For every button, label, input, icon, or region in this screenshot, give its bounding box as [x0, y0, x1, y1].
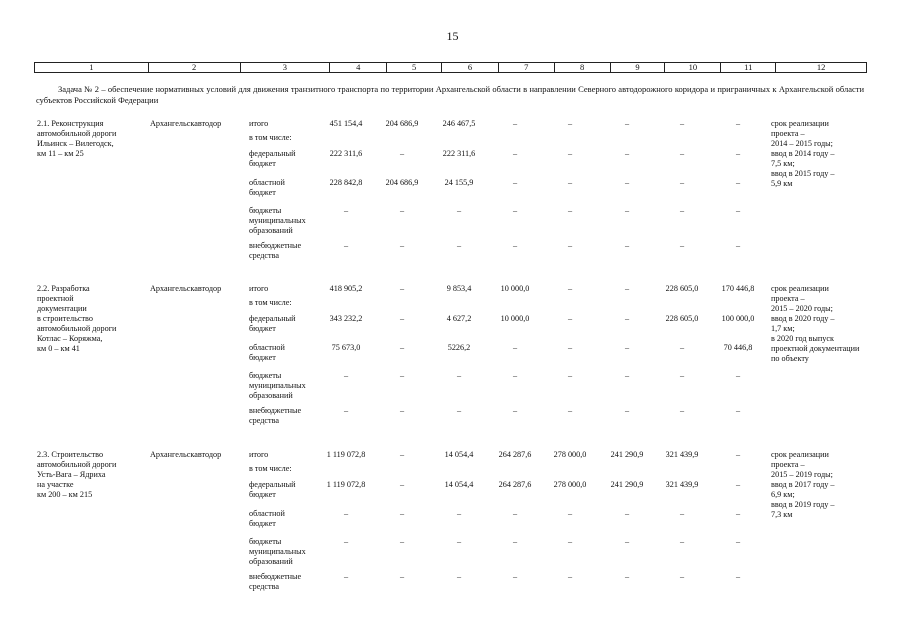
value-cell: –: [735, 206, 741, 215]
value-cell: –: [624, 406, 630, 415]
column-header-4: 4: [330, 63, 387, 72]
value-cell: –: [343, 206, 349, 215]
value-cell: –: [567, 314, 573, 323]
column-header-8: 8: [555, 63, 611, 72]
section-title: 2.3. Строительство автомобильной дороги Усть-Вага – Ядриха на участке км 200 – км 215: [37, 450, 117, 499]
value-cell: –: [735, 241, 741, 250]
value-cell: 246 467,5: [442, 119, 476, 128]
value-cell: –: [399, 509, 405, 518]
value-cell: –: [735, 119, 741, 128]
value-cell: 228 842,8: [329, 178, 363, 187]
value-cell: –: [399, 343, 405, 352]
value-cell: –: [679, 572, 685, 581]
value-cell: –: [399, 206, 405, 215]
value-cell: –: [399, 572, 405, 581]
section-executor: Архангельскавтодор: [150, 450, 222, 459]
value-cell: –: [399, 241, 405, 250]
value-cell: 75 673,0: [331, 343, 361, 352]
value-cell: –: [679, 406, 685, 415]
value-cell: –: [456, 572, 462, 581]
value-cell: 241 290,9: [610, 450, 644, 459]
value-cell: –: [735, 509, 741, 518]
value-cell: –: [567, 537, 573, 546]
value-cell: 222 311,6: [442, 149, 476, 158]
funding-source: итого: [249, 119, 269, 128]
value-cell: –: [567, 206, 573, 215]
value-cell: 14 054,4: [444, 450, 474, 459]
value-cell: –: [399, 314, 405, 323]
value-cell: –: [567, 284, 573, 293]
column-header-6: 6: [442, 63, 499, 72]
column-header-2: 2: [149, 63, 241, 72]
value-cell: –: [679, 371, 685, 380]
value-cell: –: [679, 343, 685, 352]
value-cell: –: [735, 572, 741, 581]
value-cell: 228 605,0: [665, 284, 699, 293]
value-cell: –: [679, 119, 685, 128]
page-number: 15: [446, 29, 459, 43]
value-cell: –: [624, 284, 630, 293]
section-title: 2.2. Разработка проектной документации в строительство автомобильной дороги Котлас – Коряжма, км 0 – км 41: [37, 284, 117, 353]
value-cell: –: [456, 371, 462, 380]
value-cell: 100 000,0: [721, 314, 755, 323]
value-cell: 204 686,9: [385, 178, 419, 187]
value-cell: –: [567, 343, 573, 352]
section-remarks: срок реализации проекта – 2015 – 2020 годы; ввод в 2020 году – 1,7 км; в 2020 год выпуск проектной документации по объекту: [771, 284, 860, 363]
value-cell: –: [567, 371, 573, 380]
value-cell: –: [512, 149, 518, 158]
column-header-7: 7: [499, 63, 555, 72]
value-cell: –: [567, 149, 573, 158]
value-cell: –: [567, 406, 573, 415]
value-cell: 1 119 072,8: [326, 480, 366, 489]
funding-source: в том числе:: [249, 464, 292, 473]
value-cell: –: [679, 206, 685, 215]
value-cell: 241 290,9: [610, 480, 644, 489]
funding-source: областной бюджет: [249, 509, 285, 528]
value-cell: 278 000,0: [553, 450, 587, 459]
value-cell: –: [679, 537, 685, 546]
value-cell: –: [624, 314, 630, 323]
value-cell: 418 905,2: [329, 284, 363, 293]
value-cell: –: [735, 450, 741, 459]
value-cell: 70 446,8: [723, 343, 753, 352]
value-cell: 10 000,0: [500, 284, 530, 293]
value-cell: –: [624, 119, 630, 128]
value-cell: –: [624, 178, 630, 187]
value-cell: –: [343, 509, 349, 518]
value-cell: –: [512, 371, 518, 380]
value-cell: 170 446,8: [721, 284, 755, 293]
value-cell: –: [567, 178, 573, 187]
value-cell: –: [399, 480, 405, 489]
value-cell: –: [624, 343, 630, 352]
value-cell: –: [512, 509, 518, 518]
value-cell: –: [735, 178, 741, 187]
task-description: Задача № 2 – обеспечение нормативных условий для движения транзитного транспорта по территории Архангельской области в направлении Северного автодорожного коридора и приграничных к Архангельской области субъектов Российской Федерации: [36, 84, 864, 105]
value-cell: –: [624, 206, 630, 215]
value-cell: 228 605,0: [665, 314, 699, 323]
funding-source: внебюджетные средства: [249, 406, 302, 425]
value-cell: –: [735, 149, 741, 158]
value-cell: –: [735, 480, 741, 489]
value-cell: –: [624, 371, 630, 380]
column-number-header: [34, 62, 867, 73]
section-title: 2.1. Реконструкция автомобильной дороги Ильинск – Вилегодск, км 11 – км 25: [37, 119, 117, 158]
column-header-12: 12: [816, 62, 826, 72]
value-cell: –: [399, 450, 405, 459]
value-cell: 4 627,2: [446, 314, 472, 323]
value-cell: –: [512, 572, 518, 581]
value-cell: 14 054,4: [444, 480, 474, 489]
section-executor: Архангельскавтодор: [150, 284, 222, 293]
section-executor: Архангельскавтодор: [150, 119, 222, 128]
funding-source: в том числе:: [249, 298, 292, 307]
value-cell: –: [456, 206, 462, 215]
funding-source: областной бюджет: [249, 178, 285, 197]
value-cell: –: [343, 537, 349, 546]
funding-source: федеральный бюджет: [249, 149, 296, 168]
column-header-9: 9: [611, 63, 666, 72]
value-cell: –: [512, 178, 518, 187]
value-cell: –: [512, 406, 518, 415]
funding-source: бюджеты муниципальных образований: [249, 206, 306, 235]
value-cell: 278 000,0: [553, 480, 587, 489]
value-cell: –: [567, 241, 573, 250]
value-cell: 5226,2: [447, 343, 471, 352]
value-cell: –: [456, 406, 462, 415]
value-cell: –: [456, 509, 462, 518]
value-cell: 222 311,6: [329, 149, 363, 158]
section-remarks: срок реализации проекта – 2014 – 2015 годы; ввод в 2014 году – 7,5 км; ввод в 2015 году – 5,9 км: [771, 119, 835, 188]
value-cell: 1 119 072,8: [326, 450, 366, 459]
value-cell: 204 686,9: [385, 119, 419, 128]
column-header-5: 5: [387, 63, 442, 72]
value-cell: 24 155,9: [444, 178, 474, 187]
section-remarks: срок реализации проекта – 2015 – 2019 годы; ввод в 2017 году – 6,9 км; ввод в 2019 году – 7,3 км: [771, 450, 835, 519]
funding-source: в том числе:: [249, 133, 292, 142]
value-cell: –: [567, 572, 573, 581]
value-cell: –: [399, 284, 405, 293]
column-header-3: 3: [241, 63, 331, 72]
value-cell: –: [343, 371, 349, 380]
funding-source: внебюджетные средства: [249, 241, 302, 260]
value-cell: –: [456, 537, 462, 546]
funding-source: областной бюджет: [249, 343, 285, 362]
value-cell: –: [679, 178, 685, 187]
funding-source: бюджеты муниципальных образований: [249, 537, 306, 566]
value-cell: –: [399, 537, 405, 546]
value-cell: 451 154,4: [329, 119, 363, 128]
value-cell: –: [399, 406, 405, 415]
value-cell: –: [735, 371, 741, 380]
value-cell: –: [679, 509, 685, 518]
column-header-10: 10: [665, 63, 721, 72]
value-cell: 264 287,6: [498, 450, 532, 459]
value-cell: 343 232,2: [329, 314, 363, 323]
value-cell: –: [624, 149, 630, 158]
value-cell: 321 439,9: [665, 450, 699, 459]
value-cell: –: [399, 149, 405, 158]
value-cell: 321 439,9: [665, 480, 699, 489]
value-cell: –: [679, 241, 685, 250]
column-header-1: 1: [35, 63, 149, 72]
value-cell: –: [343, 406, 349, 415]
value-cell: –: [343, 241, 349, 250]
value-cell: –: [624, 241, 630, 250]
value-cell: –: [512, 241, 518, 250]
value-cell: –: [512, 537, 518, 546]
value-cell: –: [512, 206, 518, 215]
value-cell: –: [624, 537, 630, 546]
funding-source: федеральный бюджет: [249, 314, 296, 333]
value-cell: –: [399, 371, 405, 380]
funding-source: федеральный бюджет: [249, 480, 296, 499]
funding-source: внебюджетные средства: [249, 572, 302, 591]
funding-source: итого: [249, 450, 269, 459]
value-cell: –: [735, 406, 741, 415]
value-cell: –: [567, 509, 573, 518]
value-cell: –: [624, 509, 630, 518]
funding-source: итого: [249, 284, 269, 293]
value-cell: –: [735, 537, 741, 546]
value-cell: 9 853,4: [446, 284, 472, 293]
value-cell: –: [343, 572, 349, 581]
value-cell: 264 287,6: [498, 480, 532, 489]
value-cell: –: [679, 149, 685, 158]
value-cell: –: [624, 572, 630, 581]
value-cell: 10 000,0: [500, 314, 530, 323]
value-cell: –: [512, 119, 518, 128]
value-cell: –: [512, 343, 518, 352]
column-header-11: 11: [721, 63, 776, 72]
funding-source: бюджеты муниципальных образований: [249, 371, 306, 400]
value-cell: –: [567, 119, 573, 128]
value-cell: –: [456, 241, 462, 250]
